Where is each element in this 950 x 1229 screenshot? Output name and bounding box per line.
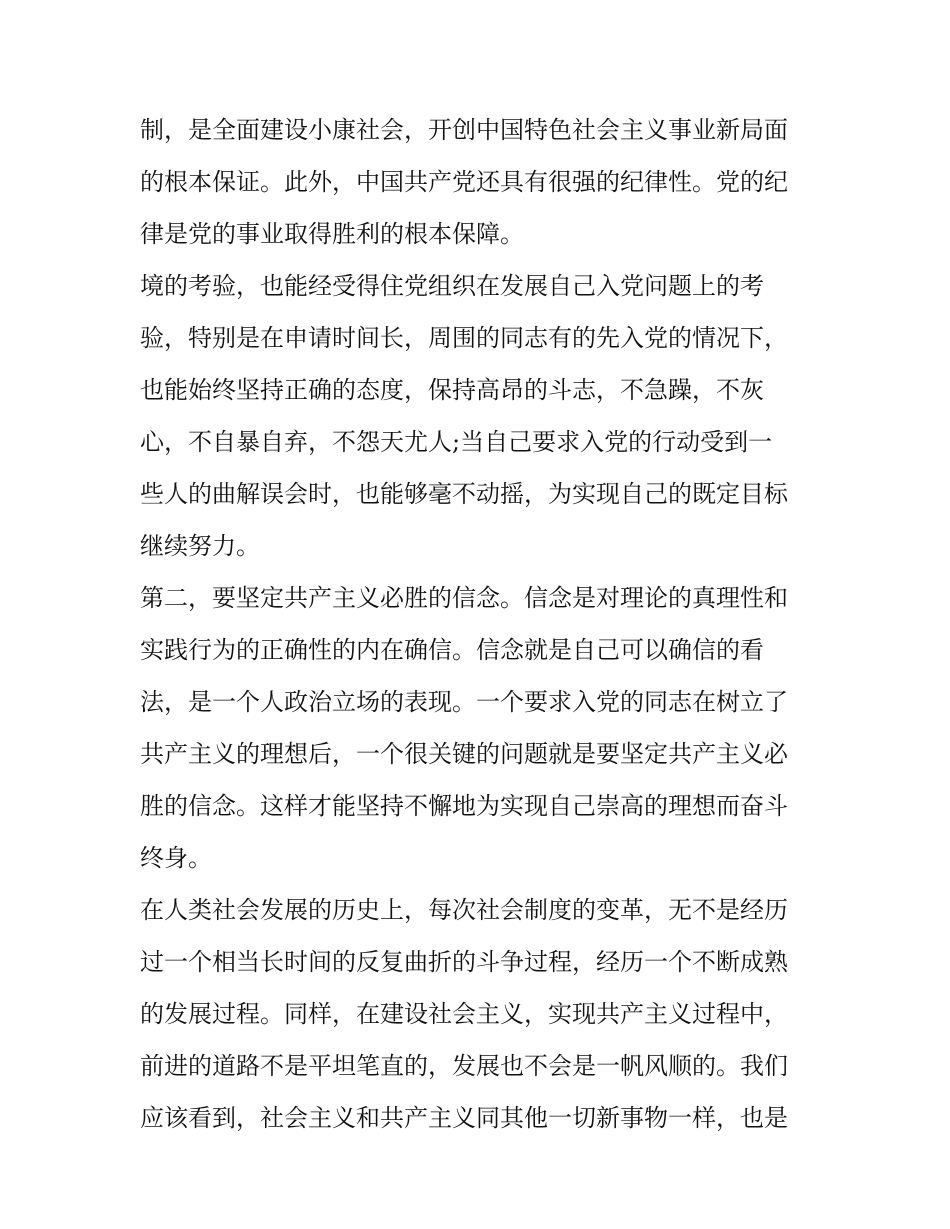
text-line: 终身。 <box>140 844 212 872</box>
text-line: 前进的道路不是平坦笔直的，发展也不会是一帆风顺的。我们 <box>140 1052 788 1080</box>
text-line: 继续努力。 <box>140 532 260 560</box>
text-line: 境的考验，也能经受得住党组织在发展自己入党问题上的考 <box>140 272 764 300</box>
text-line: 也能始终坚持正确的态度，保持高昂的斗志，不急躁，不灰 <box>140 376 764 404</box>
paragraph-4 <box>140 884 820 1144</box>
text-line: 制，是全面建设小康社会，开创中国特色社会主义事业新局面 <box>140 116 788 144</box>
text-line: 的发展过程。同样，在建设社会主义，实现共产主义过程中， <box>140 1000 788 1028</box>
text-line: 胜的信念。这样才能坚持不懈地为实现自己崇高的理想而奋斗 <box>140 792 788 820</box>
document-page <box>140 104 820 1144</box>
text-line: 共产主义的理想后，一个很关键的问题就是要坚定共产主义必 <box>140 740 788 768</box>
text-line: 法，是一个人政治立场的表现。一个要求入党的同志在树立了 <box>140 688 788 716</box>
text-line: 些人的曲解误会时，也能够毫不动摇，为实现自己的既定目标 <box>140 480 788 508</box>
text-line: 心，不自暴自弃，不怨天尤人;当自己要求入党的行动受到一 <box>140 428 773 456</box>
text-line: 的根本保证。此外，中国共产党还具有很强的纪律性。党的纪 <box>140 168 788 196</box>
paragraph-2 <box>140 260 820 572</box>
text-line: 应该看到，社会主义和共产主义同其他一切新事物一样，也是 <box>140 1104 788 1132</box>
text-line: 在人类社会发展的历史上，每次社会制度的变革，无不是经历 <box>140 896 788 924</box>
paragraph-1 <box>140 104 820 260</box>
text-line: 律是党的事业取得胜利的根本保障。 <box>140 220 524 248</box>
text-line: 实践行为的正确性的内在确信。信念就是自己可以确信的看 <box>140 636 764 664</box>
paragraph-3 <box>140 572 820 884</box>
text-line: 验，特别是在申请时间长，周围的同志有的先入党的情况下， <box>140 324 788 352</box>
text-line: 过一个相当长时间的反复曲折的斗争过程，经历一个不断成熟 <box>140 948 788 976</box>
text-line: 第二，要坚定共产主义必胜的信念。信念是对理论的真理性和 <box>140 584 788 612</box>
